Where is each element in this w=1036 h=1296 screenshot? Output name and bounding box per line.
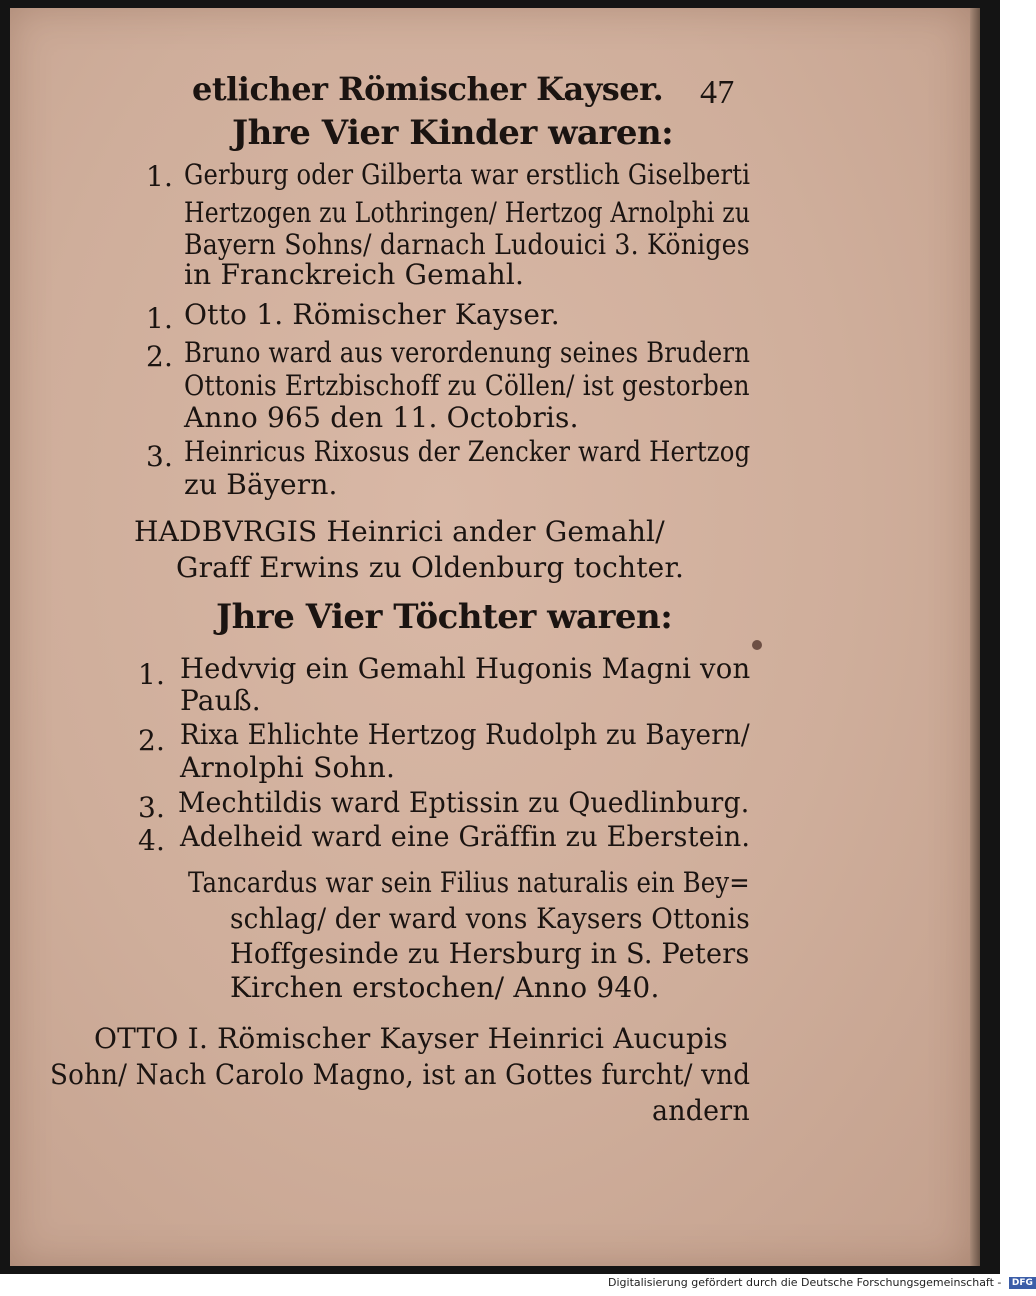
list-item-text: in Franckreich Gemahl. (184, 258, 525, 291)
ink-spot (752, 640, 762, 650)
list-item-text: Mechtildis ward Eptissin zu Quedlinburg. (178, 786, 750, 819)
list-item-text: zu Bäyern. (184, 468, 338, 501)
list-number: 3. (146, 440, 174, 473)
list-item-text: Bruno ward aus verordenung seines Brudern (184, 336, 751, 369)
section-heading-daughters: Jhre Vier Töchter waren: (216, 597, 673, 637)
list-item-text: Bayern Sohns/ darnach Ludouici 3. Königes (184, 228, 750, 261)
list-item-text: Ottonis Ertzbischoff zu Cöllen/ ist gestorben (184, 369, 750, 402)
list-item-text: Otto 1. Römischer Kayser. (184, 298, 560, 331)
paragraph-line: HADBVRGIS Heinrici ander Gemahl/ (134, 515, 665, 548)
footer-text: Digitalisierung gefördert durch die Deutsche Forschungsgemeinschaft - (608, 1276, 1002, 1289)
list-item-text: Rixa Ehlichte Hertzog Rudolph zu Bayern/ (180, 718, 750, 751)
list-number: 4. (138, 824, 166, 857)
list-item-text: Pauß. (180, 684, 261, 717)
list-item-text: Hedvvig ein Gemahl Hugonis Magni von (180, 652, 751, 685)
running-header: etlicher Römischer Kayser. (192, 70, 664, 108)
footer-credit (608, 1276, 1036, 1289)
list-item-text: Hertzogen zu Lothringen/ Hertzog Arnolphi zu (184, 196, 751, 229)
list-item-text: Anno 965 den 11. Octobris. (184, 401, 579, 434)
list-number: 1. (146, 160, 174, 193)
list-number: 3. (138, 791, 166, 824)
list-number: 1. (146, 302, 174, 335)
paragraph-line: Sohn/ Nach Carolo Magno, ist an Gottes furcht/ vnd (50, 1058, 751, 1091)
paragraph-line: schlag/ der ward vons Kaysers Ottonis (230, 902, 750, 935)
paragraph-line: OTTO I. Römischer Kayser Heinrici Aucupis (94, 1022, 728, 1055)
page-edge (970, 8, 980, 1266)
paragraph-line: Hoffgesinde zu Hersburg in S. Peters (230, 937, 750, 970)
paragraph-line: Tancardus war sein Filius naturalis ein Bey= (188, 866, 750, 899)
dfg-logo: DFG (1009, 1277, 1036, 1289)
paragraph-line: Kirchen erstochen/ Anno 940. (230, 971, 660, 1004)
list-number: 1. (138, 658, 166, 691)
page-number: 47 (700, 74, 735, 111)
list-item-text: Arnolphi Sohn. (180, 751, 396, 784)
list-item-text: Adelheid ward eine Gräffin zu Eberstein. (180, 820, 751, 853)
section-heading-children: Jhre Vier Kinder waren: (232, 113, 674, 153)
list-number: 2. (146, 340, 174, 373)
paragraph-line: Graff Erwins zu Oldenburg tochter. (176, 551, 685, 584)
list-item-text: Heinricus Rixosus der Zencker ward Hertzog (184, 435, 751, 468)
list-item-text: Gerburg oder Gilberta war erstlich Giselberti (184, 158, 751, 191)
list-number: 2. (138, 724, 166, 757)
catchword: andern (652, 1094, 750, 1127)
